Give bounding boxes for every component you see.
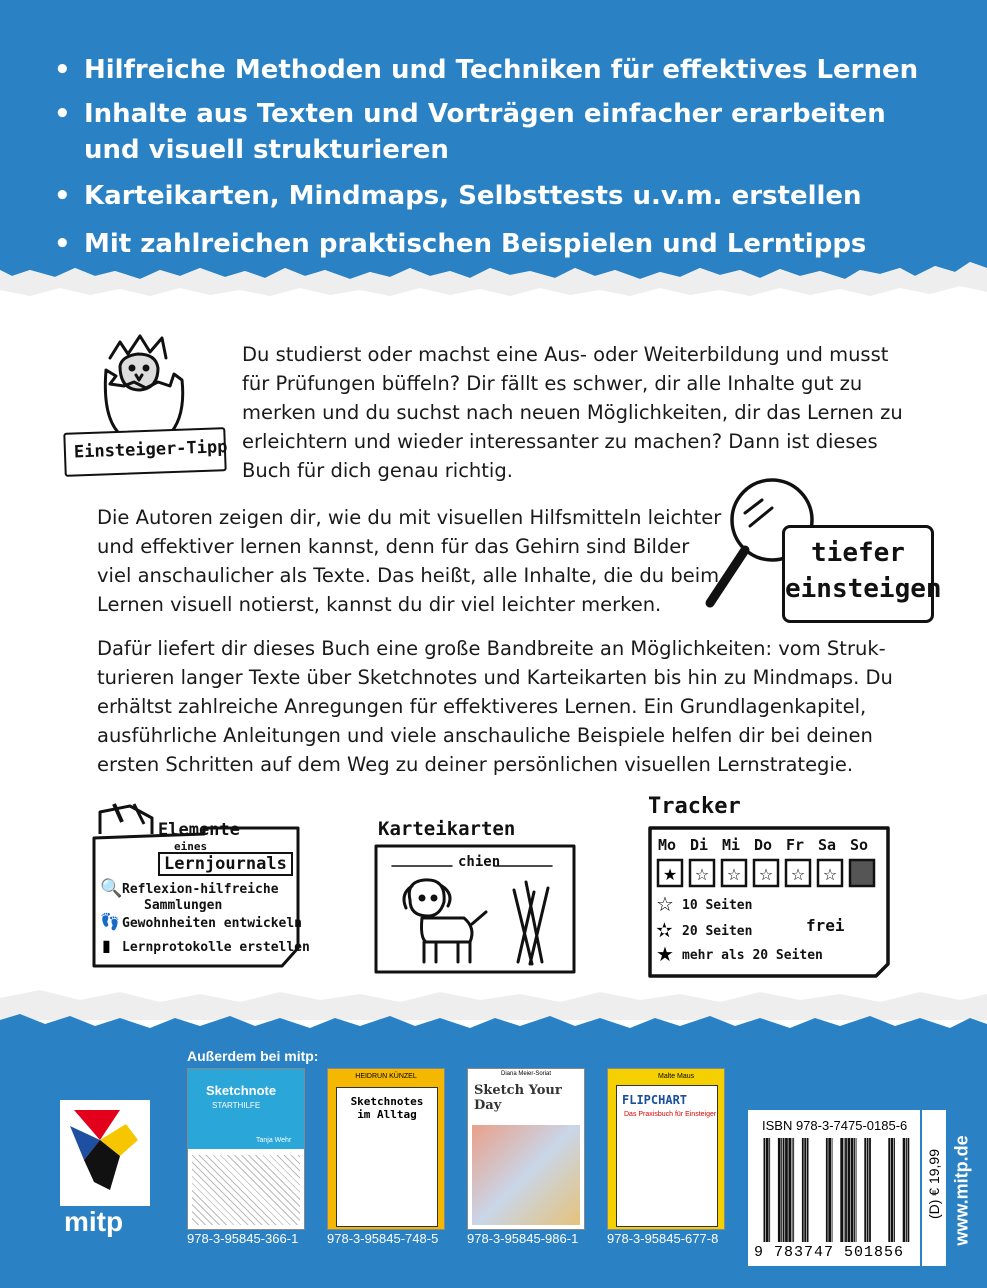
- footsteps-icon: 👣: [100, 912, 120, 931]
- barcode-bar: [778, 1138, 781, 1242]
- tracker-box: [850, 860, 874, 886]
- barcode-bar: [785, 1138, 788, 1242]
- book-cover-2[interactable]: [327, 1068, 445, 1230]
- barcode-bar: [769, 1138, 770, 1242]
- star-filled-icon: ★: [656, 942, 674, 966]
- document-icon: ▮: [102, 936, 111, 955]
- book-2-isbn: 978-3-95845-748-5: [327, 1231, 439, 1246]
- tracker-legend-2: 20 Seiten: [682, 924, 753, 939]
- barcode-bar: [764, 1138, 766, 1242]
- barcode-bar: [894, 1138, 895, 1242]
- barcode-bar: [828, 1138, 831, 1242]
- tracker-frei: frei: [806, 916, 845, 935]
- tracker-star-icon: ★: [662, 865, 678, 884]
- journal-title-3: Lernjournals: [158, 852, 293, 876]
- barcode-bar: [844, 1138, 845, 1242]
- journal-title-1: Elemente: [158, 820, 240, 840]
- tiefer-label: tiefer: [811, 538, 905, 568]
- barcode-bar: [864, 1138, 866, 1242]
- mitp-logo-icon: [60, 1100, 150, 1210]
- barcode-bar: [781, 1138, 782, 1242]
- barcode-bar: [802, 1138, 804, 1242]
- barcode-bar: [788, 1138, 791, 1242]
- journal-item-1b: Sammlungen: [144, 898, 223, 913]
- barcode-bar: [867, 1138, 869, 1242]
- barcode-bar: [854, 1138, 855, 1242]
- intro-paragraph: Du studierst oder machst eine Aus- oder Weiterbildung und musst für Prüfungen büffeln? Dir fällt es schwer, dir alle Inhalte gut zu merken und du suchst nach neuen Möglichkeiten, dir das Lernen zu erleichtern und wieder interessanter zu machen? Dann ist dieses Buch für dich genau richtig.: [242, 343, 903, 482]
- einsteiger-tipp-label: Einsteiger-Tipp: [73, 437, 228, 463]
- tracker-star-icon: ☆: [726, 865, 742, 884]
- book-cover-3[interactable]: [467, 1068, 585, 1230]
- barcode-bar: [766, 1138, 769, 1242]
- tracker-day-so: So: [850, 836, 869, 854]
- tracker-star-icon: ☆: [790, 865, 806, 884]
- tiefer-einsteigen-badge: [782, 525, 942, 623]
- barcode-icon: [760, 1138, 910, 1242]
- journal-item-3: Lernprotokolle erstellen: [122, 940, 310, 955]
- einsteigen-label: einsteigen: [785, 574, 942, 604]
- tracker-title: Tracker: [648, 794, 741, 819]
- tracker-boxes: [646, 854, 892, 894]
- tracker-star-icon: ☆: [758, 865, 774, 884]
- barcode-area: [748, 1110, 920, 1266]
- tracker-day-mo: Mo: [658, 836, 677, 854]
- barcode-bar: [888, 1138, 890, 1242]
- einsteiger-tipp-badge: [63, 427, 226, 477]
- barcode-bar: [903, 1138, 906, 1242]
- journal-title-2: eines: [174, 840, 208, 853]
- magnifier-small-icon: 🔍: [100, 878, 123, 899]
- barcode-bar: [856, 1138, 857, 1242]
- ausserdem-label: Außerdem bei mitp:: [187, 1048, 319, 1064]
- book-4-isbn: 978-3-95845-677-8: [607, 1231, 719, 1246]
- book-1-subtitle: STARTHILFE: [212, 1101, 261, 1110]
- book-2-title: Sketchnotes im Alltag: [350, 1095, 424, 1121]
- tracker-day-di: Di: [690, 836, 709, 854]
- karteikarten-sketch: [372, 818, 582, 978]
- journal-item-1: Reflexion-hilfreiche: [122, 882, 279, 897]
- tracker-sketch: [646, 794, 892, 980]
- karteikarten-word: chien: [458, 854, 501, 870]
- tracker-day-do: Do: [754, 836, 773, 854]
- barcode-bar: [832, 1138, 833, 1242]
- tracker-day-fr: Fr: [786, 836, 805, 854]
- tracker-legend-3: mehr als 20 Seiten: [682, 948, 823, 963]
- barcode-bar: [845, 1138, 847, 1242]
- barcode-bar: [869, 1138, 871, 1242]
- book-cover-1[interactable]: [187, 1068, 305, 1230]
- barcode-bar: [891, 1138, 894, 1242]
- book-3-title: Sketch Your Day: [474, 1083, 562, 1113]
- authors-paragraph: Die Autoren zeigen dir, wie du mit visuellen Hilfsmitteln leichter und effektiver lernen kannst, denn für das Gehirn sind Bilder viel anschaulicher als Texte. Das heißt, alle Inhalte, die du beim Lernen visuell notierst, kannst du dir viel leichter merken.: [97, 506, 722, 616]
- book-cover-4[interactable]: [607, 1068, 725, 1230]
- book-3-isbn: 978-3-95845-986-1: [467, 1231, 579, 1246]
- barcode-bar: [848, 1138, 851, 1242]
- barcode-bar: [783, 1138, 785, 1242]
- book-4-author: Malte Maus: [658, 1073, 695, 1080]
- price-strip: [922, 1110, 946, 1266]
- barcode-digits: 9 783747 501856: [754, 1244, 905, 1261]
- tracker-day-mi: Mi: [722, 836, 741, 854]
- book-1-isbn: 978-3-95845-366-1: [187, 1231, 299, 1246]
- barcode-bar: [807, 1138, 809, 1242]
- content-paragraph: Dafür liefert dir dieses Buch eine große Bandbreite an Möglichkeiten: vom Struk- turieren langer Texte über Sketchnotes und Karteikarten bis hin zu Mindmaps. Du erhältst zahlreiche Anregungen für effektiveres Lernen. Ein Grundlagenkapitel, ausführliche Anleitungen und viele anschauliche Beispiele helfen dir bei deinen ersten Schritten auf dem Weg zu deiner persönlichen visuellen Lernstrategie.: [97, 637, 893, 776]
- mitp-url[interactable]: www.mitp.de: [951, 1135, 972, 1246]
- book-1-author: Tanja Wehr: [256, 1137, 292, 1144]
- tracker-star-icon: ☆: [822, 865, 838, 884]
- isbn-main: ISBN 978-3-7475-0185-6: [762, 1118, 908, 1133]
- barcode-bar: [851, 1138, 854, 1242]
- book-4-subtitle: Das Praxisbuch für Einsteiger: [624, 1111, 717, 1118]
- book-3-author: Diana Meier-Soriat: [500, 1071, 552, 1077]
- book-1-title: Sketchnote: [206, 1083, 277, 1098]
- star-outline-icon: ☆: [656, 892, 674, 916]
- barcode-bar: [804, 1138, 806, 1242]
- tracker-star-icon: ☆: [694, 865, 710, 884]
- star-half-icon: ✫: [656, 918, 673, 942]
- barcode-bar: [792, 1138, 793, 1242]
- journal-item-2: Gewohnheiten entwickeln: [122, 916, 303, 931]
- barcode-bar: [908, 1138, 910, 1242]
- karteikarten-title: Karteikarten: [378, 818, 516, 840]
- tracker-legend-1: 10 Seiten: [682, 898, 753, 913]
- mitp-wordmark: mitp: [64, 1206, 124, 1237]
- tracker-day-sa: Sa: [818, 836, 837, 854]
- book-4-title: FLIPCHART: [622, 1093, 688, 1107]
- book-2-author: HEIDRUN KÜNZEL: [355, 1073, 417, 1080]
- barcode-bar: [793, 1138, 794, 1242]
- barcode-bar: [826, 1138, 828, 1242]
- barcode-bar: [906, 1138, 907, 1242]
- price-label: (D) € 19,99: [926, 1148, 942, 1220]
- barcode-bar: [840, 1138, 843, 1242]
- lernjournal-sketch: [92, 798, 310, 970]
